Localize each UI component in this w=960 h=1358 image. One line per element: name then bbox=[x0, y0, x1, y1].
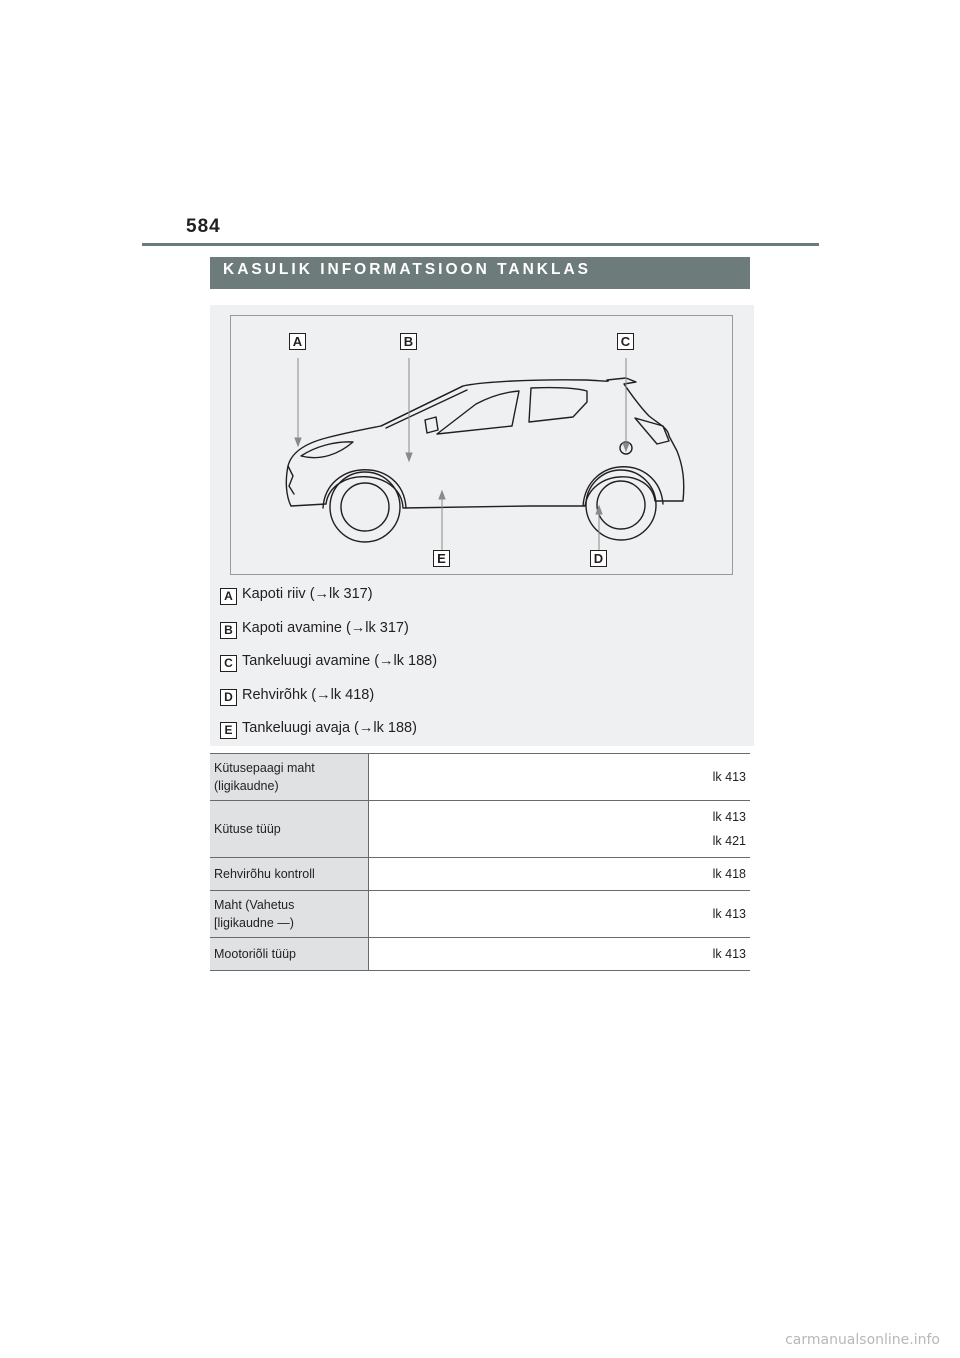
label-line: Mootoriõli tüüp bbox=[214, 947, 296, 961]
legend-text: Tankeluugi avamine (→lk 188) bbox=[242, 653, 438, 669]
callout-c: C bbox=[617, 333, 634, 350]
car-figure bbox=[230, 315, 733, 575]
table-row bbox=[210, 858, 750, 891]
table-row-value bbox=[369, 801, 751, 858]
callout-e: E bbox=[433, 550, 450, 567]
page-ref-link[interactable]: lk 413 bbox=[712, 907, 746, 921]
page-ref-link[interactable]: lk 413 bbox=[712, 810, 746, 824]
table-row-value bbox=[369, 754, 751, 801]
header-rule bbox=[142, 243, 819, 246]
label-line: Rehvirõhu kontroll bbox=[214, 867, 315, 881]
label-line: Maht (Vahetus bbox=[214, 898, 295, 912]
page-ref-link[interactable]: lk 413 bbox=[712, 770, 746, 784]
table-row-label bbox=[210, 858, 369, 891]
legend-text: Kapoti riiv (→lk 317) bbox=[242, 586, 373, 602]
windshield-line bbox=[386, 390, 467, 428]
rear-window bbox=[529, 388, 587, 422]
info-table bbox=[210, 753, 750, 971]
table-row bbox=[210, 891, 750, 938]
label-line: [ligikaudne —) bbox=[214, 916, 294, 930]
watermark: carmanualsonline.info bbox=[785, 1332, 940, 1348]
table-row-value bbox=[369, 891, 751, 938]
table-row-label bbox=[210, 754, 369, 801]
legend-text: Kapoti avamine (→lk 317) bbox=[242, 619, 409, 636]
table-row-label bbox=[210, 938, 369, 971]
label-line: Kütuse tüüp bbox=[214, 822, 281, 836]
callout-a: A bbox=[289, 333, 306, 350]
legend-badge: D bbox=[220, 689, 237, 706]
legend-text: Rehvirõhk (→lk 418) bbox=[242, 686, 375, 703]
rear-rim bbox=[597, 481, 645, 529]
legend-text: Tankeluugi avaja (→lk 188) bbox=[242, 720, 417, 736]
legend-badge: E bbox=[220, 722, 237, 739]
label-line: (ligikaudne) bbox=[214, 779, 279, 793]
legend-badge: C bbox=[220, 655, 237, 672]
front-window bbox=[437, 391, 519, 434]
tail-light bbox=[635, 418, 669, 444]
page-number: 584 bbox=[186, 216, 221, 237]
section-title: KASULIK INFORMATSIOON TANKLAS bbox=[210, 257, 750, 289]
front-rim bbox=[341, 483, 389, 531]
table-row bbox=[210, 938, 750, 971]
page-ref-link[interactable]: lk 421 bbox=[712, 834, 746, 848]
callout-b: B bbox=[400, 333, 417, 350]
table-row bbox=[210, 754, 750, 801]
table-row-value bbox=[369, 858, 751, 891]
legend-badge: A bbox=[220, 588, 237, 605]
table-row-value bbox=[369, 938, 751, 971]
table-row bbox=[210, 801, 750, 858]
label-line: Kütusepaagi maht bbox=[214, 761, 315, 775]
legend-badge: B bbox=[220, 622, 237, 639]
page-ref-link[interactable]: lk 413 bbox=[712, 947, 746, 961]
hood-line bbox=[381, 386, 463, 426]
page-ref-link[interactable]: lk 418 bbox=[712, 867, 746, 881]
front-bumper bbox=[288, 466, 294, 494]
callout-d: D bbox=[590, 550, 607, 567]
table-row-label bbox=[210, 891, 369, 938]
car-illustration bbox=[231, 316, 734, 576]
side-mirror bbox=[425, 417, 438, 433]
table-row-label bbox=[210, 801, 369, 858]
